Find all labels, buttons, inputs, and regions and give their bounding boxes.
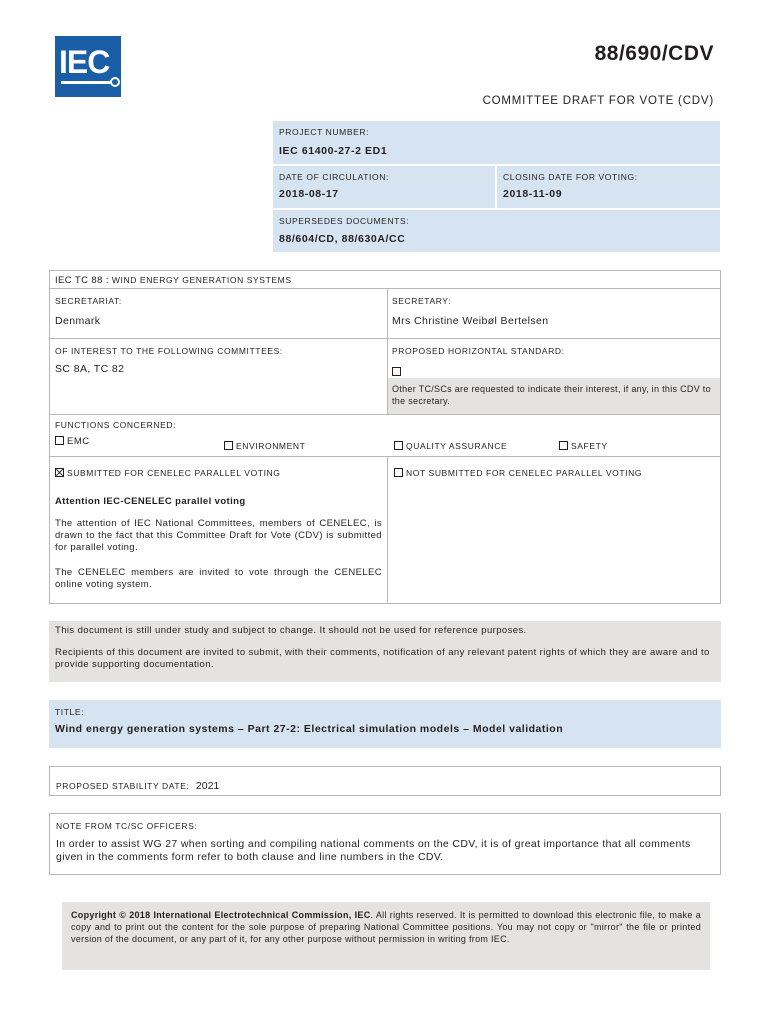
secretariat: Denmark xyxy=(55,315,101,327)
stability-date: 2021 xyxy=(195,780,220,792)
supersedes-cell xyxy=(273,210,720,252)
interest-label: OF INTEREST TO THE FOLLOWING COMMITTEES: xyxy=(55,346,283,356)
title-box xyxy=(49,700,721,748)
project-number-label: PROJECT NUMBER: xyxy=(279,127,370,137)
horizontal-standard-label: PROPOSED HORIZONTAL STANDARD: xyxy=(392,346,565,356)
function-emc[interactable]: EMC xyxy=(55,436,90,447)
committee-table xyxy=(49,270,721,604)
stability-box xyxy=(49,766,721,796)
copyright-holder: Copyright © 2018 International Electrotechnical Commission, IEC xyxy=(71,910,371,920)
document-type: COMMITTEE DRAFT FOR VOTE (CDV) xyxy=(482,95,714,107)
copyright-text: Copyright © 2018 International Electrotechnical Commission, IEC. All rights reserved. It is permitted to download this electronic file, to make a copy and to print out the content for the sole purpose of preparing National Committee positions. You may not copy or "mirror" the file or printed version of the document, or any part of it, for any other purpose without permission in writing from IEC. xyxy=(71,910,701,944)
circulation-date-label: DATE OF CIRCULATION: xyxy=(279,172,389,182)
attention-title: Attention IEC-CENELEC parallel voting xyxy=(55,496,246,507)
secretary-label: SECRETARY: xyxy=(392,296,452,306)
stability-label: PROPOSED STABILITY DATE: xyxy=(56,781,190,791)
safety-checkbox[interactable] xyxy=(559,441,568,450)
attention-paragraph-1: The attention of IEC National Committees, members of CENELEC, is drawn to the fact that this Committee Draft for Vote (CDV) is submitted for parallel voting. xyxy=(55,518,382,553)
copyright-box xyxy=(62,902,710,970)
project-number-cell xyxy=(273,121,720,164)
quality-checkbox[interactable] xyxy=(394,441,403,450)
iec-logo xyxy=(55,36,121,97)
technical-committee: IEC TC 88 : WIND ENERGY GENERATION SYSTEMS xyxy=(55,275,292,286)
circulation-date: 2018-08-17 xyxy=(279,188,339,200)
secretariat-label: SECRETARIAT: xyxy=(55,296,122,306)
submitted-checkbox[interactable] xyxy=(55,468,64,477)
function-environment[interactable]: ENVIRONMENT xyxy=(224,436,305,454)
circulation-date-cell xyxy=(273,166,495,208)
other-tc-note: Other TC/SCs are requested to indicate their interest, if any, in this CDV to the secretary. xyxy=(392,384,711,406)
not-submitted-cenelec[interactable]: NOT SUBMITTED FOR CENELEC PARALLEL VOTING xyxy=(394,463,642,481)
emc-checkbox[interactable] xyxy=(55,436,64,445)
notice-paragraph-1: This document is still under study and subject to change. It should not be used for reference purposes. xyxy=(55,625,527,636)
document-reference: 88/690/CDV xyxy=(594,42,714,65)
supersedes-documents: 88/604/CD, 88/630A/CC xyxy=(279,233,406,245)
tc-name: WIND ENERGY GENERATION SYSTEMS xyxy=(111,275,292,285)
function-quality[interactable]: QUALITY ASSURANCE xyxy=(394,436,507,454)
submitted-cenelec[interactable]: SUBMITTED FOR CENELEC PARALLEL VOTING xyxy=(55,463,281,481)
environment-checkbox[interactable] xyxy=(224,441,233,450)
other-tc-note-box xyxy=(388,378,720,414)
attention-paragraph-2: The CENELEC members are invited to vote through the CENELEC online voting system. xyxy=(55,567,382,590)
not-submitted-checkbox[interactable] xyxy=(394,468,403,477)
supersedes-label: SUPERSEDES DOCUMENTS: xyxy=(279,216,410,226)
document-title: Wind energy generation systems – Part 27-2: Electrical simulation models – Model validation xyxy=(55,723,564,735)
interest-committees: SC 8A, TC 82 xyxy=(55,363,125,375)
functions-label: FUNCTIONS CONCERNED: xyxy=(55,420,177,430)
notice-paragraph-2: Recipients of this document are invited to submit, with their comments, notification of any relevant patent rights of which they are aware and to provide supporting documentation. xyxy=(55,647,710,670)
closing-date-label: CLOSING DATE FOR VOTING: xyxy=(503,172,638,182)
logo-text: IEC xyxy=(59,44,110,80)
secretary: Mrs Christine Weibøl Bertelsen xyxy=(392,315,549,327)
closing-date: 2018-11-09 xyxy=(503,188,563,200)
notice-box xyxy=(49,621,721,682)
project-number: IEC 61400-27-2 ED1 xyxy=(279,145,388,157)
officers-note: In order to assist WG 27 when sorting and compiling national comments on the CDV, it is of great importance that all comments given in the comments form refer to both clause and line numbers in the CDV. xyxy=(56,838,691,863)
officers-note-label: NOTE FROM TC/SC OFFICERS: xyxy=(56,821,198,831)
title-label: TITLE: xyxy=(55,707,85,717)
function-safety[interactable]: SAFETY xyxy=(559,436,608,454)
closing-date-cell xyxy=(497,166,720,208)
officers-note-box xyxy=(49,813,721,875)
